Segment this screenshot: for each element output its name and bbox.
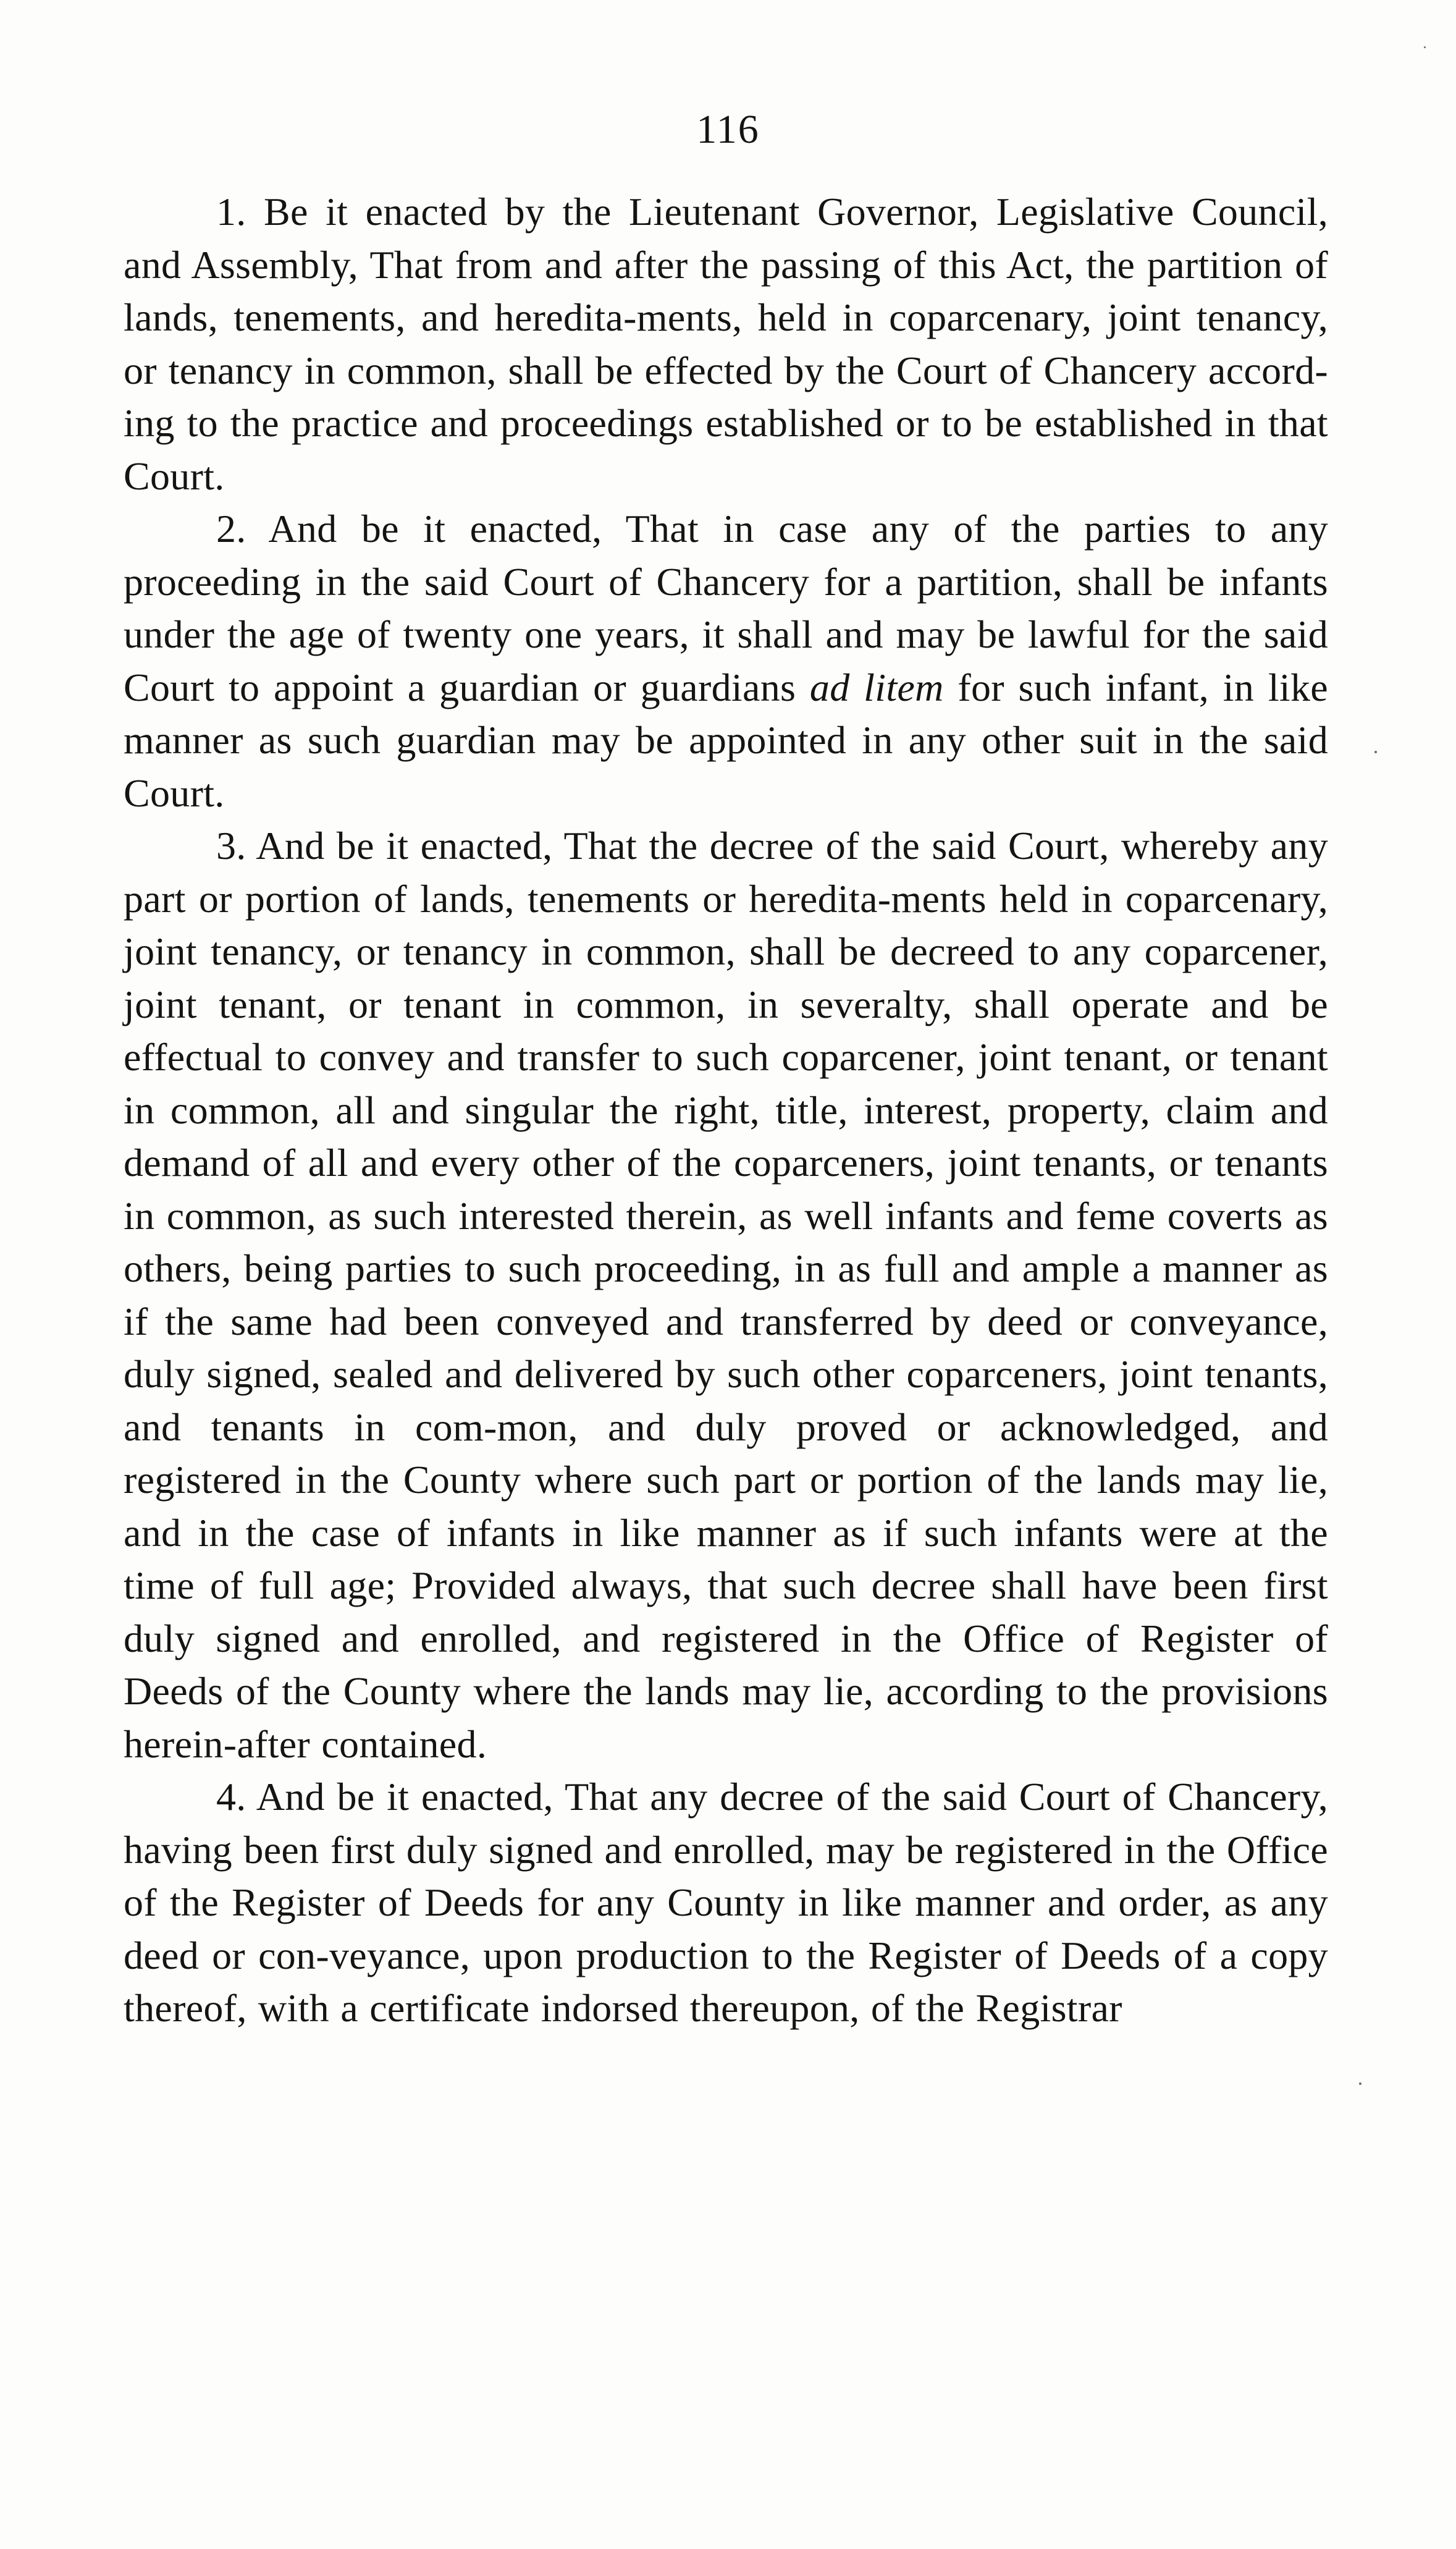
section-2-italic-phrase: ad litem [809, 665, 944, 709]
print-speck [1374, 751, 1377, 753]
print-speck [1359, 2082, 1361, 2085]
print-speck [1424, 46, 1426, 48]
statute-text [124, 185, 1328, 2035]
section-2-paragraph [124, 502, 1328, 819]
page-number: 116 [696, 107, 760, 152]
section-1-paragraph: 1. Be it enacted by the Lieutenant Governor, Legislative Council, and Assembly, That from and after the passing of this Act, the partition of lands, tenements, and heredita-ments, held in coparcenary, joint tenancy, or tenancy in common, shall be effected by the Court of Chancery accord-ing to the practice and proceedings established or to be established in that Court. [124, 190, 1328, 498]
section-4-paragraph: 4. And be it enacted, That any decree of the said Court of Chancery, having been first duly signed and enrolled, may be registered in the Office of the Register of Deeds for any County in like manner and order, as any deed or con-veyance, upon production to the Register of Deeds of a copy thereof, with a certificate indorsed thereupon, of the Registrar [124, 1775, 1328, 2030]
section-2-text-after: for such infant, in like manner as such guardian may be appointed in any other suit in the said Court. [124, 665, 1328, 815]
section-3-paragraph: 3. And be it enacted, That the decree of the said Court, whereby any part or portion of lands, tenements or heredita-ments held in coparcenary, joint tenancy, or tenancy in common, shall be decreed to any coparcener, joint tenant, or tenant in common, in severalty, shall operate and be effectual to convey and transfer to such coparcener, joint tenant, or tenant in common, all and singular the right, title, interest, property, claim and demand of all and every other of the coparceners, joint tenants, or tenants in common, as such interested therein, as well infants and feme coverts as others, being parties to such proceeding, in as full and ample a manner as if the same had been conveyed and transferred by deed or conveyance, duly signed, sealed and delivered by such other coparceners, joint tenants, and tenants in com-mon, and duly proved or acknowledged, and registered in the County where such part or portion of the lands may lie, and in the case of infants in like manner as if such infants were at the time of full age; Provided always, that such decree shall have been first duly signed and enrolled, and registered in the Office of Register of Deeds of the County where the lands may lie, according to the provisions herein-after contained. [124, 824, 1328, 1766]
section-2-text-before: 2. And be it enacted, That in case any of the parties to any proceeding in the said Court of Chancery for a partition, shall be infants under the age of twenty one years, it shall and may be lawful for the said Court to appoint a guardian or guardians [124, 507, 1328, 709]
